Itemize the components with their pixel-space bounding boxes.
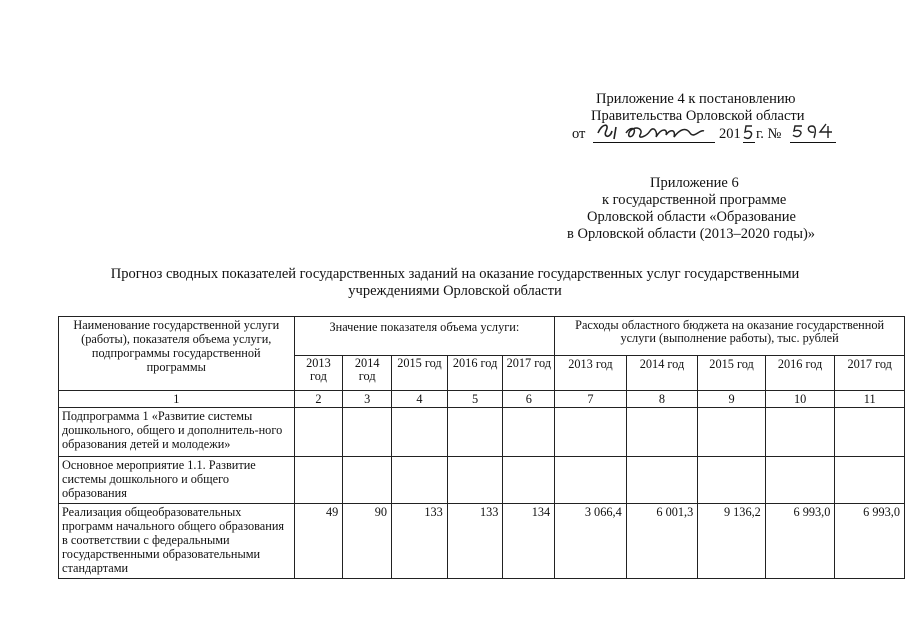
row-value [765, 457, 835, 504]
row-value [503, 408, 555, 457]
header-budget-year: 2017 год [835, 356, 905, 391]
handwritten-number-icon [792, 120, 836, 142]
row-value [447, 408, 503, 457]
row-value [294, 457, 343, 504]
decree-date-line [572, 121, 842, 145]
handwritten-year-digit [743, 120, 755, 142]
year-underline [743, 142, 755, 143]
row-value [835, 457, 905, 504]
column-number: 1 [59, 391, 295, 408]
appendix-line-1: Приложение 6 [650, 175, 739, 191]
column-number: 11 [835, 391, 905, 408]
table-row [59, 457, 905, 504]
row-value: 6 001,3 [626, 504, 698, 579]
column-number: 10 [765, 391, 835, 408]
row-name: Реализация общеобразовательных программ начального общего образования в соответствии с федеральными государственными образовательными стандартами [59, 504, 295, 579]
handwritten-number [792, 120, 836, 142]
row-value [626, 457, 698, 504]
header-budget-group: Расходы областного бюджета на оказание государственной услуги (выполнение работы), тыс. рублей [555, 317, 905, 356]
table-row [59, 504, 905, 579]
column-number: 6 [503, 391, 555, 408]
row-value [555, 408, 627, 457]
number-underline [790, 142, 836, 143]
document-title-line-1: Прогноз сводных показателей государственных заданий на оказание государственных услуг государственными [110, 266, 800, 282]
row-value [447, 457, 503, 504]
column-number: 9 [698, 391, 766, 408]
row-value: 133 [392, 504, 448, 579]
year-prefix: 201 [719, 126, 741, 142]
column-number: 2 [294, 391, 343, 408]
column-number: 5 [447, 391, 503, 408]
row-value: 133 [447, 504, 503, 579]
column-number: 7 [555, 391, 627, 408]
header-volume-year: 2015 год [392, 356, 448, 391]
table-row [59, 408, 905, 457]
row-value [698, 457, 766, 504]
row-value: 6 993,0 [835, 504, 905, 579]
row-value [343, 457, 392, 504]
header-name-cell: Наименование государственной услуги (работы), показателя объема услуги, подпрограммы государственной программы [59, 317, 295, 391]
header-budget-year: 2014 год [626, 356, 698, 391]
column-number: 4 [392, 391, 448, 408]
header-volume-year: 2014 год [343, 356, 392, 391]
header-budget-year: 2015 год [698, 356, 766, 391]
row-value: 49 [294, 504, 343, 579]
row-value [698, 408, 766, 457]
row-name: Подпрограмма 1 «Развитие системы дошкольного, общего и дополнитель-ного образования детей и молодежи» [59, 408, 295, 457]
document-title-line-2: учреждениями Орловской области [348, 283, 562, 299]
row-value [835, 408, 905, 457]
row-value: 3 066,4 [555, 504, 627, 579]
row-value [626, 408, 698, 457]
row-value [555, 457, 627, 504]
forecast-table [58, 316, 905, 579]
column-number: 8 [626, 391, 698, 408]
row-value [503, 457, 555, 504]
appendix-line-4: в Орловской области (2013–2020 годы)» [567, 226, 816, 242]
row-value [765, 408, 835, 457]
row-value: 134 [503, 504, 555, 579]
header-volume-year: 2017 год [503, 356, 555, 391]
year-suffix: г. № [756, 126, 782, 142]
decree-line-1: Приложение 4 к постановлению [596, 91, 796, 107]
row-value [294, 408, 343, 457]
from-label: от [572, 126, 586, 142]
column-number-row [59, 391, 905, 408]
row-value: 9 136,2 [698, 504, 766, 579]
row-value [343, 408, 392, 457]
row-value [392, 457, 448, 504]
column-number: 3 [343, 391, 392, 408]
header-budget-year: 2013 год [555, 356, 627, 391]
row-value [392, 408, 448, 457]
appendix-line-2: к государственной программе [602, 192, 787, 208]
row-value: 6 993,0 [765, 504, 835, 579]
header-volume-year: 2016 год [447, 356, 503, 391]
header-budget-year: 2016 год [765, 356, 835, 391]
decree-line-2: Правительства Орловской области [591, 108, 805, 124]
row-value: 90 [343, 504, 392, 579]
appendix-line-3: Орловской области «Образование [587, 209, 796, 225]
handwritten-date-icon [596, 119, 714, 143]
header-volume-group: Значение показателя объема услуги: [294, 317, 555, 356]
header-volume-year: 2013 год [294, 356, 343, 391]
handwritten-year-icon [743, 120, 755, 142]
row-name: Основное мероприятие 1.1. Развитие системы дошкольного и общего образования [59, 457, 295, 504]
table-header-row-1 [59, 317, 905, 356]
